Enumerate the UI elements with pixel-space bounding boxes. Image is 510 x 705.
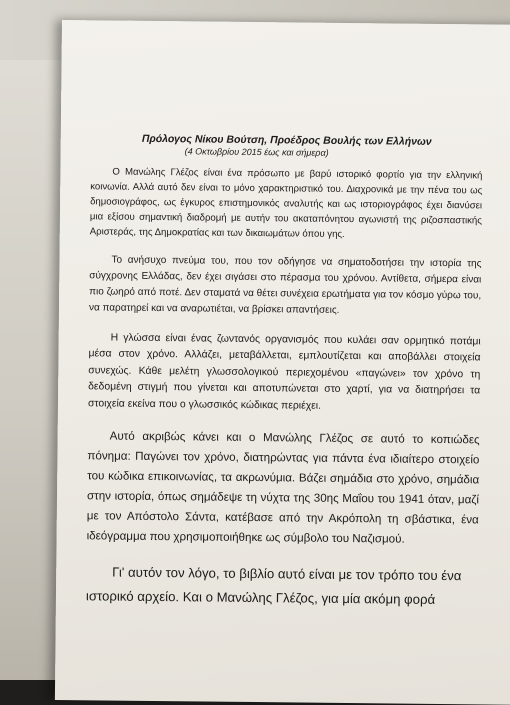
paragraph-1: Ο Μανώλης Γλέζος είναι ένα πρόσωπο με βαρύ ιστορικό φορτίο για την ελληνική κοινωνία. Αλλά αυτό δεν είναι το μόνο χαρακτηριστικό του. Διαχρονικά με την πένα του ως δημοσιογράφος, ως έγκυρος επιστημονικός αναλυτής και ως ιστοριογράφος έχει διανύσει μια εξίσου σημαντική διαδρομή με αυτήν του ακαταπόνητου αγωνιστή της ριζοσπαστικής Αριστεράς, της Δημοκρατίας και των δικαιωμάτων όπου γης. (89, 166, 483, 240)
paragraph-4: Αυτό ακριβώς κάνει και ο Μανώλης Γλέζος σε αυτό το κοπιώδες πόνημα: Παγώνει τον χρόνο, διατηρώντας για πάντα ένα ιδιαίτερο στοιχείο του κώδικα επικοινωνίας, τα ακρωνύμια. Βάζει σημάδια στο χρόνο, σημάδια στην ιστορία, όπως σημάδεψε τη νύχτα της 30ης Μαΐου του 1941 όταν, μαζί με τον Απόστολο Σάντα, κατέβασε από την Ακρόπολη τη σβάστικα, ένα ιδεόγραμμα που χρησιμοποιήθηκε ως σύμβολο του Ναζισμού. (86, 429, 480, 546)
paragraph-2: Το ανήσυχο πνεύμα του, που τον οδήγησε να σηματοδοτήσει την ιστορία της σύγχρονης Ελλάδας, δεν έχει σιγάσει στο πέρασμα του χρόνου. Αντίθετα, σήμερα είναι πιο ζωηρό από ποτέ. Δεν σταματά να θέτει συνέχεια ερωτήματα για τον κόσμο γύρω του, να παρατηρεί και να αναρωτιέται, να βρίσκει απαντήσεις. (88, 254, 482, 316)
preface-heading: Πρόλογος Νίκου Βούτση, Προέδρος Βουλής των Ελλήνων (141, 132, 432, 148)
preface-subheading: (4 Οκτωβρίου 2015 έως και σήμερα) (184, 146, 329, 158)
page-text (86, 132, 483, 612)
paragraph-3: Η γλώσσα είναι ένας ζωντανός οργανισμός που κυλάει σαν ορμητικό ποτάμι μέσα στον χρόνο. Αλλάζει, μεταβάλλεται, εμπλουτίζεται και αποβάλλει στοιχεία συνεχώς. Κάθε μελέτη γλωσσολογικού περιεχομένου «παγώνει» τον χρόνο τη δεδομένη στιγμή που γίνεται και αποτυπώνεται στο χαρτί, για να διατηρήσει τα στοιχεία εκείνα που ο γλωσσικός κώδικας περιέχει. (87, 332, 481, 412)
paragraph-5 (86, 560, 510, 613)
paragraph-5-line-1: Γι' αυτόν τον λόγο, το βιβλίο αυτό είναι με τον τρόπο του ένα (112, 564, 462, 584)
book-page (55, 20, 510, 705)
paragraph-5-line-2: ιστορικό αρχείο. Και ο Μανώλης Γλέζος, για μία ακόμη φορά (85, 588, 436, 607)
